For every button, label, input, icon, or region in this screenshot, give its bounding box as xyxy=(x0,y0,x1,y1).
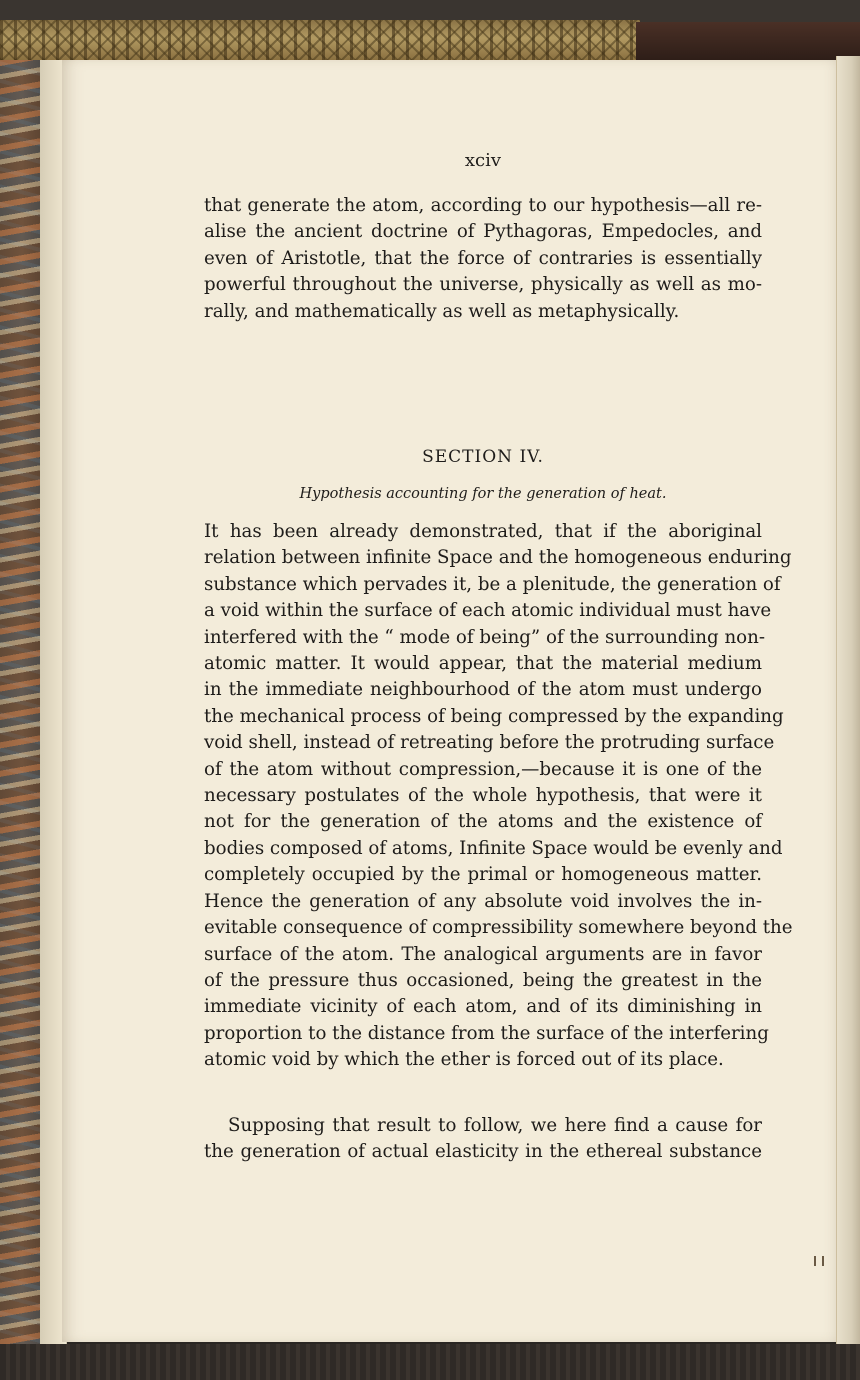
text-line: Hence the generation of any absolute void involves the in- xyxy=(204,890,762,912)
text-line: in the immediate neighbourhood of the atom must undergo xyxy=(204,679,762,701)
body-paragraph-1 xyxy=(204,519,793,1074)
text-line: evitable consequence of compressibility somewhere beyond the xyxy=(204,917,793,939)
text-line: even of Aristotle, that the force of contraries is essentially xyxy=(204,247,762,269)
text-line: proportion to the distance from the surface of the interfering xyxy=(204,1022,769,1044)
marbled-endpaper-edge xyxy=(0,60,44,1350)
text-line: It has been already demonstrated, that if the aboriginal xyxy=(204,521,762,542)
text-line: a void within the surface of each atomic individual must have xyxy=(204,600,772,622)
text-line: the mechanical process of being compressed by the expanding xyxy=(204,705,784,727)
text-line: immediate vicinity of each atom, and of its diminishing in xyxy=(204,996,762,1018)
text-line: the generation of actual elasticity in the ethereal substance xyxy=(204,1141,762,1163)
text-line: void shell, instead of retreating before the protruding surface xyxy=(204,732,775,754)
text-line: rally, and mathematically as well as metaphysically. xyxy=(204,300,680,322)
text-line: of the pressure thus occasioned, being the greatest in the xyxy=(204,969,762,991)
text-line: atomic matter. It would appear, that the material medium xyxy=(204,653,762,675)
text-line: relation between infinite Space and the homogeneous enduring xyxy=(204,547,792,569)
page-number: xciv xyxy=(464,150,502,171)
text-line: powerful throughout the universe, physically as well as mo- xyxy=(204,274,762,296)
text-line: interfered with the “ mode of being” of the surrounding non- xyxy=(204,626,765,648)
text-line: Supposing that result to follow, we here find a cause for xyxy=(228,1115,762,1136)
section-heading: SECTION IV. xyxy=(422,447,544,467)
ink-speck xyxy=(814,1256,816,1266)
text-line: of the atom without compression,—because it is one of the xyxy=(204,758,762,780)
section-subtitle: Hypothesis accounting for the generation of heat. xyxy=(299,486,667,502)
text-line: completely occupied by the primal or homogeneous matter. xyxy=(204,864,762,886)
text-line: surface of the atom. The analogical arguments are in favor xyxy=(204,943,762,965)
text-line: alise the ancient doctrine of Pythagoras, Empedocles, and xyxy=(204,221,762,243)
text-line: necessary postulates of the whole hypothesis, that were it xyxy=(204,785,762,807)
gilt-ornamental-border xyxy=(0,20,640,62)
text-line: that generate the atom, according to our hypothesis—all re- xyxy=(204,195,762,216)
opening-paragraph xyxy=(204,193,762,325)
ink-speck xyxy=(822,1256,824,1266)
scan-background-top xyxy=(0,0,860,22)
body-paragraph-2 xyxy=(204,1113,762,1166)
scan-background-bottom xyxy=(0,1344,860,1380)
text-line: bodies composed of atoms, Infinite Space would be evenly and xyxy=(204,837,783,859)
text-line: atomic void by which the ether is forced out of its place. xyxy=(204,1049,724,1071)
text-line: not for the generation of the atoms and the existence of xyxy=(204,811,762,833)
page-stack-edge xyxy=(836,56,860,1346)
text-line: substance which pervades it, be a plenitude, the generation of xyxy=(204,573,781,595)
book-cover-edge xyxy=(636,22,860,60)
